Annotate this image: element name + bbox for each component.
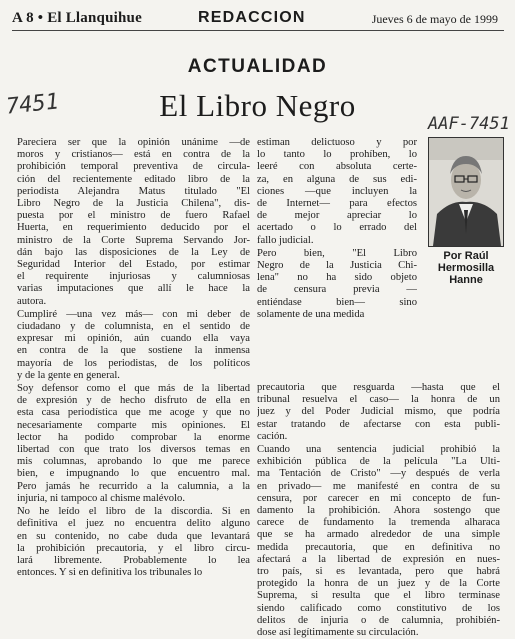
article-paragraph — [17, 506, 250, 579]
text-line: Libro Negro de la Justicia Chilena", dis- — [17, 198, 250, 210]
text-line: delitos de injuria o de calumnia, prohibién- — [257, 614, 500, 626]
handwritten-annotation-right: AAF-7451 — [428, 114, 510, 134]
text-line: autora. — [17, 295, 47, 307]
text-line: censura, por carecer en mi concepto de fun- — [257, 492, 500, 504]
section-header: REDACCION — [198, 9, 306, 26]
text-line: mis columnas, aprobando lo que me parece — [17, 456, 250, 468]
text-line: estiman delictuoso y por — [257, 137, 417, 148]
author-photo — [428, 137, 504, 247]
text-line: dose así legítimamente su circulación. — [257, 627, 419, 639]
text-line: No he leído el libro de la discordia. Si en — [17, 506, 250, 518]
text-line: tribunal resuelva el caso— la honra de un — [257, 394, 500, 406]
handwritten-annotation-left: 7451 — [4, 89, 61, 120]
text-line: carece de fundamento la tremenda alharaca — [257, 517, 500, 529]
article-paragraph — [257, 248, 417, 321]
text-line: de Internet— para efectos — [257, 198, 417, 210]
text-line: fallo judicial. — [257, 234, 314, 246]
text-line: Negro de la Justicia Chi- — [257, 260, 417, 272]
text-line: esta casa periodística que me acoge y que no — [17, 407, 250, 419]
article-paragraph — [17, 137, 250, 308]
text-line: la prohibición precautoria, y el libro circu- — [17, 542, 250, 554]
text-line: injuria, ni tampoco al chisme malévolo. — [17, 492, 185, 504]
text-line: Suprema, si resulta que el libro terminase — [257, 590, 500, 602]
text-line: entonces. Y si en definitiva los tribunales lo — [17, 567, 203, 579]
text-line: protegido la honra de un juez y de la Corte — [257, 578, 500, 590]
text-line: Cuando una sentencia judicial prohibió la — [257, 444, 500, 456]
article-column-3 — [257, 382, 500, 639]
text-line: estar tratando de afectarse con esta publi- — [257, 418, 500, 430]
text-line: damento la prohibición. Ahora sostengo que — [257, 505, 500, 517]
text-line: za, en alguna de sus edi- — [257, 173, 417, 185]
text-line: ciudadano y de columnista, en el sentido de — [17, 321, 250, 333]
article-paragraph — [257, 444, 500, 639]
byline-line: Hermosilla — [437, 262, 495, 274]
text-line: de censura previa — — [257, 284, 417, 296]
text-line: de expresión y de hecho disfruto de ella en — [17, 395, 250, 407]
text-line: cación. — [257, 430, 288, 442]
article-title: El Libro Negro — [159, 88, 356, 123]
text-line: varias imputaciones que allí le hace la — [17, 283, 250, 295]
text-line: Pero bien, "El Libro — [257, 247, 417, 259]
text-line: definitiva el juez no encuentra delito alguno — [17, 518, 250, 530]
text-line: precautoria que resguarda —hasta que el — [257, 382, 500, 393]
text-line: Soy defensor como el que más de la libertad — [17, 383, 250, 395]
text-line: expresar mi opinión, aún cuando ella vaya — [17, 333, 250, 345]
text-line: siendo calificado como constitutivo de los — [257, 602, 500, 614]
text-line: el requirente injuriosas y calumniosas — [17, 271, 250, 283]
text-line: de mejor apreciar lo — [257, 210, 417, 222]
text-line: puesta por el ministro de fuero Rafael — [17, 210, 250, 222]
text-line: moros y cristianos— está en contra de la — [17, 149, 250, 161]
author-portrait-image — [429, 138, 503, 246]
text-line: lena" no ha sido objeto — [257, 272, 417, 284]
article-paragraph — [257, 382, 500, 443]
text-line: Cumpliré —una vez más— con mi deber de — [17, 308, 250, 320]
text-line: libertad con que trato los diversos temas en — [17, 444, 250, 456]
text-line: medida precautoria, que en definitiva no — [257, 541, 500, 553]
text-line: periodista Alejandra Matus titulado "El — [17, 185, 250, 197]
text-line: prohibición temporal preventiva de circula- — [17, 161, 250, 173]
text-line: ción del recientemente editado libro de la — [17, 173, 250, 185]
article-column-1 — [17, 137, 250, 579]
page-number-and-newspaper-name: A 8 • El Llanquihue — [12, 10, 142, 26]
text-line: afectará a la libertad de expresión en nues- — [257, 553, 500, 565]
article-paragraph — [17, 309, 250, 382]
text-line: y de la gente en general. — [17, 369, 120, 381]
text-line: Pareciera ser que la opinión unánime —de — [17, 137, 250, 148]
publication-date: Jueves 6 de mayo de 1999 — [371, 12, 498, 26]
text-line: necesariamente comparte mis opiniones. El — [17, 419, 250, 431]
page-header — [12, 8, 504, 31]
text-line: entiéndase bien— sino — [257, 296, 417, 308]
text-line: acertado o lo errado del — [257, 222, 417, 234]
text-line: dán bajo las disposiciones de la Ley de — [17, 246, 250, 258]
text-line: lará libremente. Probablemente lo lea — [17, 554, 250, 566]
byline-line: Por Raúl — [443, 250, 489, 262]
text-line: juez y del Poder Judicial mismo, que podría — [257, 406, 500, 418]
text-line: ciones —que incluyen la — [257, 185, 417, 197]
author-byline — [423, 250, 509, 286]
text-line: Seguridad Interior del Estado, por estimar — [17, 259, 250, 271]
text-line: Huerta, en requerimiento deducido por el — [17, 222, 250, 234]
text-line: leeré con absoluta certe- — [257, 161, 417, 173]
text-line: tro país, si es levantada, pero que habrá — [257, 566, 500, 578]
text-line: lector ha podido comprobar la enorme — [17, 431, 250, 443]
text-line: ministro de la Corte Suprema Servando Jor- — [17, 234, 250, 246]
text-line: en su contenido, no cabe duda que levantará — [17, 530, 250, 542]
byline-line: Hanne — [449, 274, 483, 286]
article-paragraph — [257, 137, 417, 247]
text-line: exhibición pública de la película "La Ulti- — [257, 456, 500, 468]
text-line: Pero jamás he recurrido a la calumnia, a la — [17, 480, 250, 492]
text-line: mayoría de los periodistas, de los políticos — [17, 357, 250, 369]
text-line: bien, e impugnando lo que encuentro mal. — [17, 468, 250, 480]
text-line: en privado— me manifesté en contra de su — [257, 480, 500, 492]
text-line: lo tanto lo prohíben, lo — [257, 149, 417, 161]
article-column-2 — [257, 137, 417, 321]
text-line: solamente de una medida — [257, 308, 365, 320]
text-line: que se ha armado alrededor de una simple — [257, 529, 500, 541]
section-title: ACTUALIDAD — [187, 56, 328, 77]
article-paragraph — [17, 383, 250, 505]
text-line: en contra de la que sostiene la inmensa — [17, 345, 250, 357]
text-line: ma Tentación de Cristo" —y después de verla — [257, 468, 500, 480]
